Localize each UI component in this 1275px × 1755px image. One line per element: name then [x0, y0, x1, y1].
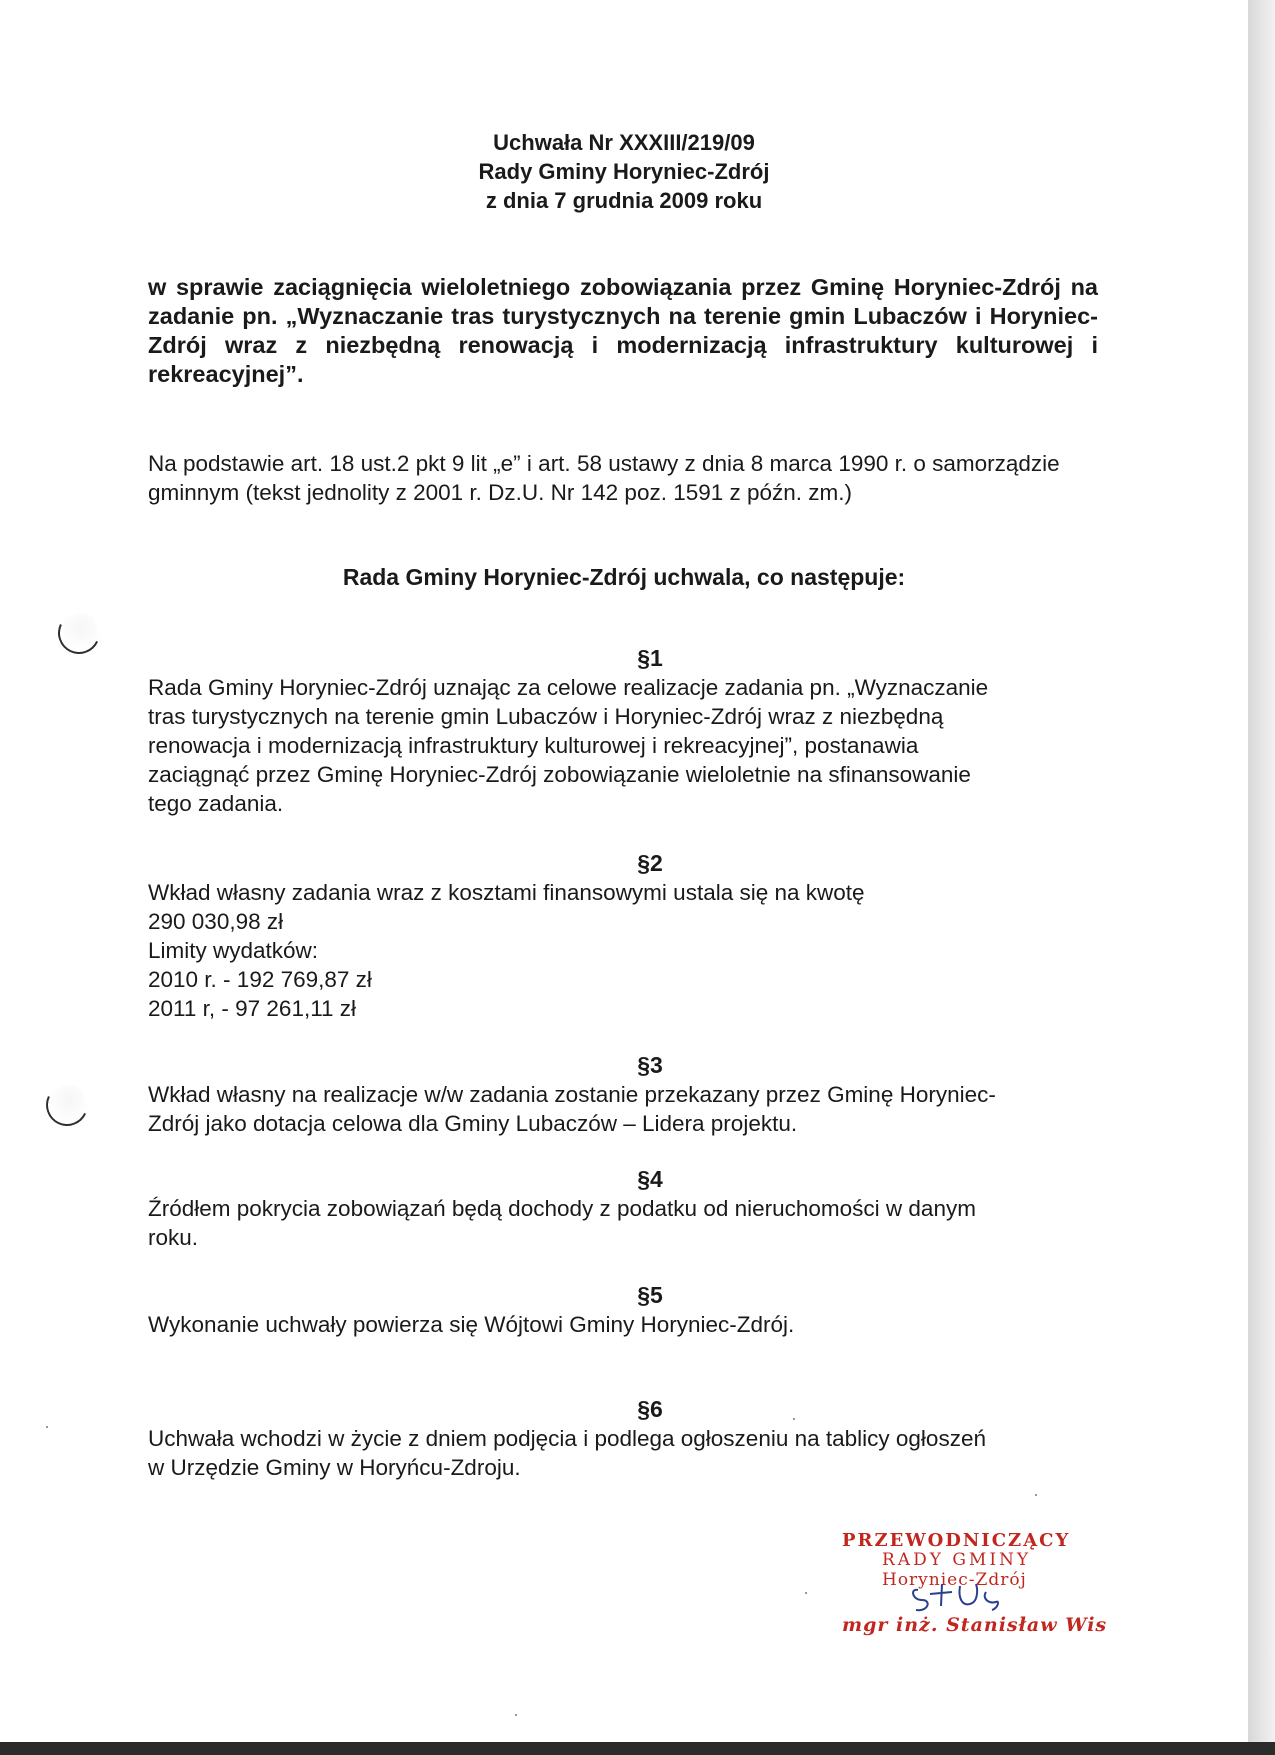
resolution-number: Uchwała Nr XXXIII/219/09 — [493, 130, 755, 155]
issuing-body: Rady Gminy Horyniec-Zdrój — [478, 159, 770, 184]
resolution-subject: w sprawie zaciągnięcia wieloletniego zobowiązania przez Gminę Horyniec-Zdrój na zadanie pn. „Wyznaczanie tras turystycznych na terenie gmin Lubaczów i Horyniec-Zdrój wraz z niezbędną renowacją i modernizacją infrastruktury kulturowej i rekreacyjnej”. — [148, 274, 1098, 387]
document-header — [0, 128, 1248, 215]
section-heading: §3 — [637, 1052, 663, 1078]
section-1 — [148, 644, 1108, 818]
section-text: Wkład własny zadania wraz z kosztami finansowymi ustala się na kwotę 290 030,98 zł Limity wydatków: 2010 r. - 192 769,87 zł 2011 r, - 97 261,11 zł — [148, 880, 865, 1021]
punch-hole-icon — [52, 606, 106, 660]
resolution-preamble: Rada Gminy Horyniec-Zdrój uchwala, co następuje: — [342, 564, 906, 590]
legal-basis: Na podstawie art. 18 ust.2 pkt 9 lit „e” i art. 58 ustawy z dnia 8 marca 1990 r. o samorządzie gminnym (tekst jednolity z 2001 r. Dz.U. Nr 142 poz. 1591 z późn. zm.) — [148, 451, 1060, 505]
scan-speck — [515, 1714, 517, 1716]
chairman-stamp — [820, 1530, 1130, 1640]
scan-speck — [1035, 1494, 1037, 1496]
stamp-title: PRZEWODNICZĄCY — [842, 1530, 1071, 1551]
section-2 — [148, 849, 1108, 1023]
scan-bottom-edge — [0, 1742, 1275, 1755]
section-6 — [148, 1395, 1108, 1482]
scan-right-edge — [1248, 0, 1275, 1755]
section-text: Uchwała wchodzi w życie z dniem podjęcia i podlega ogłoszeniu na tablicy ogłoszeń w Urzędzie Gminy w Horyńcu-Zdroju. — [148, 1426, 986, 1480]
section-4 — [148, 1165, 1108, 1252]
chairman-name: mgr inż. Stanisław Wis — [842, 1614, 1108, 1636]
stamp-municipality: Horyniec-Zdrój — [882, 1570, 1027, 1590]
section-heading: §5 — [637, 1282, 663, 1308]
signature-icon — [908, 1578, 1018, 1618]
scan-speck — [46, 1426, 48, 1428]
section-heading: §1 — [637, 645, 663, 671]
section-text: Wkład własny na realizacje w/w zadania zostanie przekazany przez Gminę Horyniec- Zdrój jako dotacja celowa dla Gminy Lubaczów – Lidera projektu. — [148, 1082, 996, 1136]
section-heading: §4 — [637, 1166, 663, 1192]
scan-speck — [805, 1592, 807, 1594]
scan-speck — [793, 1418, 795, 1420]
section-3 — [148, 1051, 1108, 1138]
section-heading: §6 — [637, 1396, 663, 1422]
resolution-date: z dnia 7 grudnia 2009 roku — [485, 188, 763, 213]
section-heading: §2 — [637, 850, 663, 876]
section-text: Źródłem pokrycia zobowiązań będą dochody z podatku od nieruchomości w danym roku. — [148, 1196, 976, 1250]
section-text: Rada Gminy Horyniec-Zdrój uznając za celowe realizacje zadania pn. „Wyznaczanie tras turystycznych na terenie gmin Lubaczów i Horyniec-Zdrój wraz z niezbędną renowacja i modernizacją infrastruktury kulturowej i rekreacyjnej”, postanawia zaciągnąć przez Gminę Horyniec-Zdrój zobowiązanie wieloletnie na sfinansowanie tego zadania. — [148, 675, 989, 816]
section-5 — [148, 1281, 1108, 1339]
punch-hole-icon — [40, 1078, 94, 1132]
stamp-council: RADY GMINY — [882, 1550, 1032, 1570]
section-text: Wykonanie uchwały powierza się Wójtowi Gminy Horyniec-Zdrój. — [148, 1312, 795, 1337]
